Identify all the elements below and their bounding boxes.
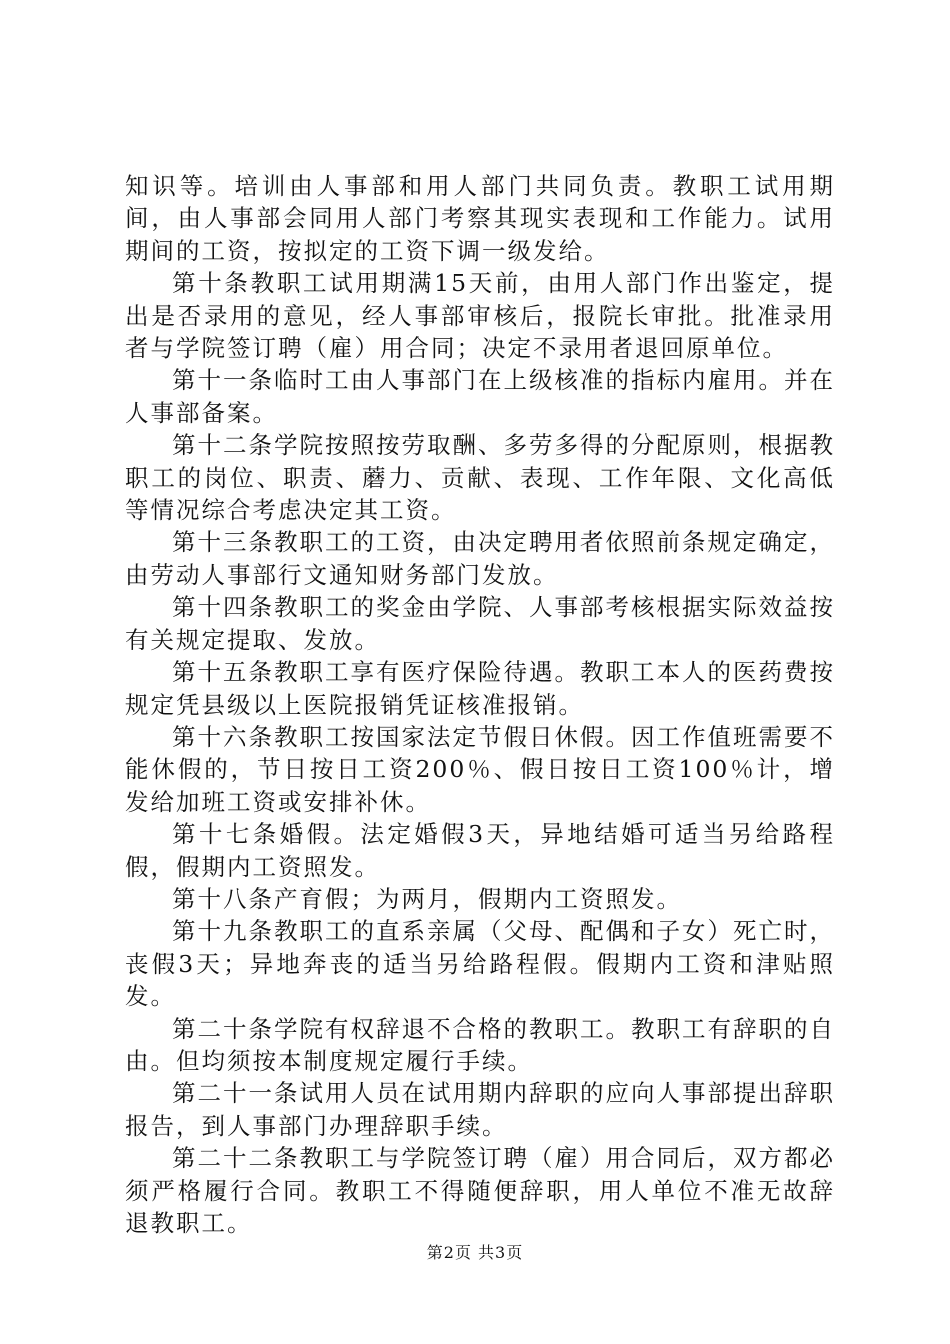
- paragraph-article-12: 第十二条学院按照按劳取酬、多劳多得的分配原则，根据教职工的岗位、职责、蘑力、贡献、表现、工作年限、文化高低等情况综合考虑决定其工资。: [125, 431, 835, 525]
- paragraph-article-17: 第十七条婚假。法定婚假3天，异地结婚可适当另给路程假，假期内工资照发。: [125, 820, 835, 881]
- paragraph-article-14: 第十四条教职工的奖金由学院、人事部考核根据实际效益按有关规定提取、发放。: [125, 593, 835, 654]
- paragraph-article-22: 第二十二条教职工与学院签订聘（雇）用合同后，双方都必须严格履行合同。教职工不得随便辞职，用人单位不准无故辞退教职工。: [125, 1144, 835, 1237]
- paragraph-article-16: 第十六条教职工按国家法定节假日休假。因工作值班需要不能休假的，节日按日工资200％、假日按日工资100％计，增发给加班工资或安排补休。: [125, 722, 835, 816]
- paragraph-article-18: 第十八条产育假；为两月，假期内工资照发。: [172, 884, 682, 913]
- paragraph-continuation: 知识等。培训由人事部和用人部门共同负责。教职工试用期间，由人事部会同用人部门考察其现实表现和工作能力。试用期间的工资，按拟定的工资下调一级发给。: [125, 172, 835, 265]
- paragraph-article-20: 第二十条学院有权辞退不合格的教职工。教职工有辞职的自由。但均须按本制度规定履行手续。: [125, 1014, 835, 1075]
- page-number-footer: 第2页 共3页: [426, 1243, 524, 1262]
- paragraph-article-15: 第十五条教职工享有医疗保险待遇。教职工本人的医药费按规定凭县级以上医院报销凭证核准报销。: [125, 658, 835, 719]
- paragraph-article-10: 第十条教职工试用期满15天前，由用人部门作出鉴定，提出是否录用的意见，经人事部审核后，报院长审批。批准录用者与学院签订聘（雇）用合同；决定不录用者退回原单位。: [125, 269, 835, 363]
- paragraph-article-21: 第二十一条试用人员在试用期内辞职的应向人事部提出辞职报告，到人事部门办理辞职手续。: [125, 1079, 835, 1140]
- paragraph-article-19: 第十九条教职工的直系亲属（父母、配偶和子女）死亡时，丧假3天；异地奔丧的适当另给路程假。假期内工资和津贴照发。: [125, 917, 835, 1011]
- document-body: [125, 170, 835, 1239]
- paragraph-article-11: 第十一条临时工由人事部门在上级核准的指标内雇用。并在人事部备案。: [125, 366, 835, 427]
- paragraph-article-13: 第十三条教职工的工资，由决定聘用者依照前条规定确定，由劳动人事部行文通知财务部门发放。: [125, 528, 835, 589]
